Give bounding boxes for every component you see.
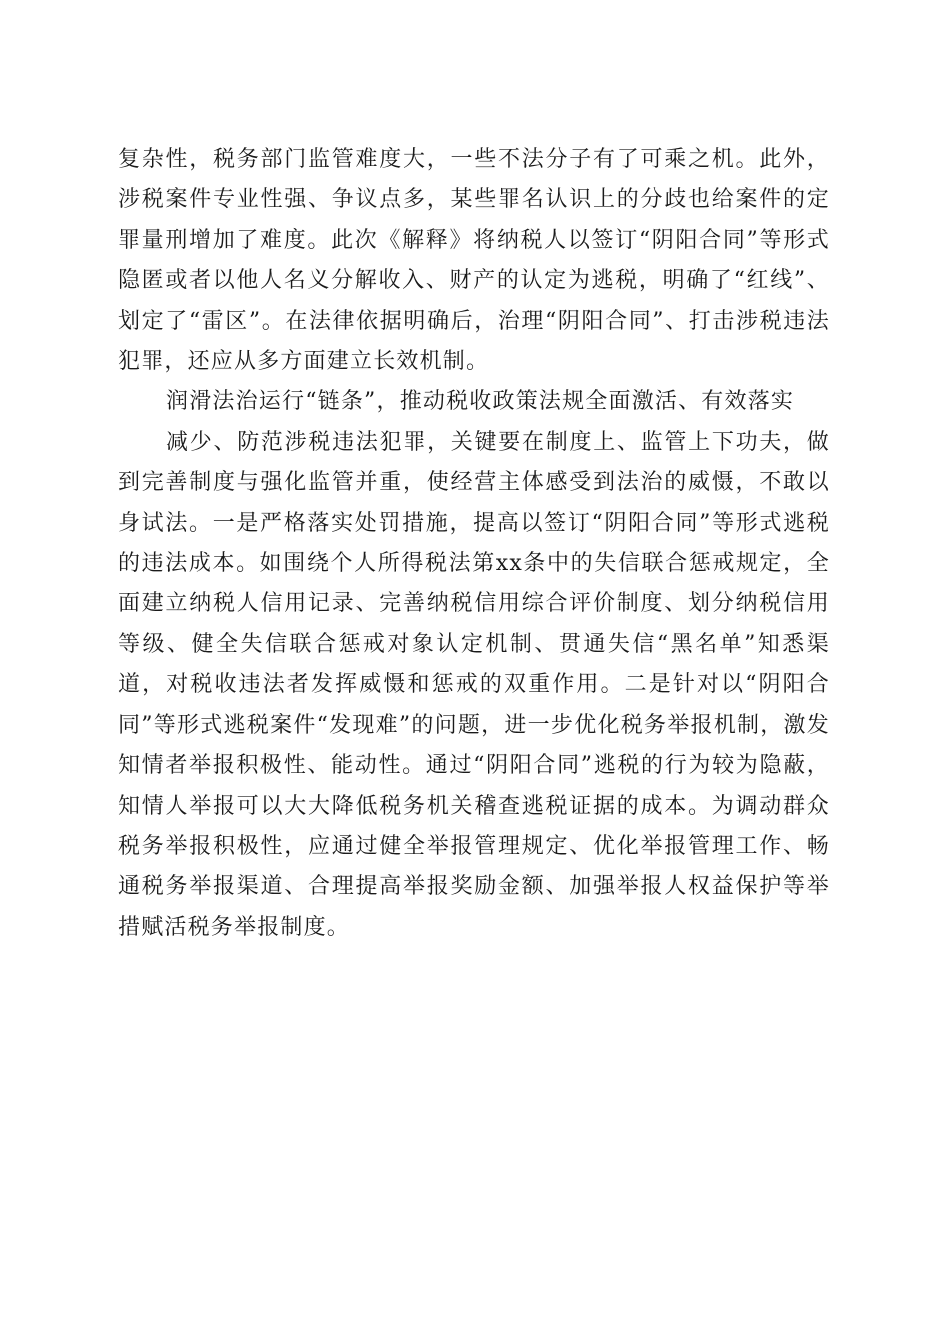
document-body <box>118 140 830 948</box>
paragraph-measures: 减少、防范涉税违法犯罪，关键要在制度上、监管上下功夫，做到完善制度与强化监管并重，使经营主体感受到法治的威慑，不敢以身试法。一是严格落实处罚措施，提高以签订“阴阳合同”等形式逃税的违法成本。如围绕个人所得税法第xx条中的失信联合惩戒规定，全面建立纳税人信用记录、完善纳税信用综合评价制度、划分纳税信用等级、健全失信联合惩戒对象认定机制、贯通失信“黑名单”知悉渠道，对税收违法者发挥威慑和惩戒的双重作用。二是针对以“阴阳合同”等形式逃税案件“发现难”的问题，进一步优化税务举报机制，激发知情者举报积极性、能动性。通过“阴阳合同”逃税的行为较为隐蔽，知情人举报可以大大降低税务机关稽查逃税证据的成本。为调动群众税务举报积极性，应通过健全举报管理规定、优化举报管理工作、畅通税务举报渠道、合理提高举报奖励金额、加强举报人权益保护等举措赋活税务举报制度。 <box>118 429 830 940</box>
paragraph-continuation: 复杂性，税务部门监管难度大，一些不法分子有了可乘之机。此外，涉税案件专业性强、争议点多，某些罪名认识上的分歧也给案件的定罪量刑增加了难度。此次《解释》将纳税人以签订“阴阳合同”等形式隐匿或者以他人名义分解收入、财产的认定为逃税，明确了“红线”、划定了“雷区”。在法律依据明确后，治理“阴阳合同”、打击涉税违法犯罪，还应从多方面建立长效机制。 <box>118 147 830 375</box>
section-heading: 润滑法治运行“链条”，推动税收政策法规全面激活、有效落实 <box>166 389 795 415</box>
